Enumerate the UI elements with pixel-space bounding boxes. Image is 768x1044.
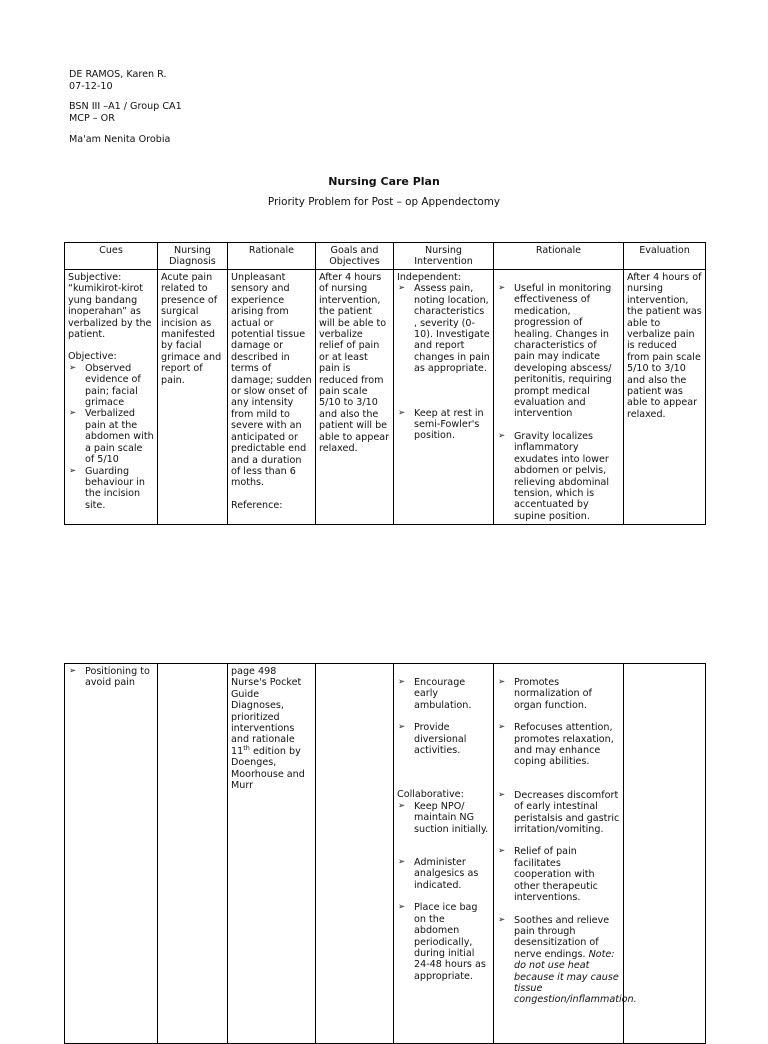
intervention-item: ➢ Administer analgesics as indicated. <box>397 857 490 891</box>
intervention-item: ➢ Provide diversional activities. <box>397 722 490 756</box>
care-plan-table <box>64 242 706 525</box>
instructor: Ma'am Nenita Orobia <box>69 134 171 145</box>
intervention-rationale <box>497 914 637 1006</box>
diagnosis-cell: Acute pain related to presence of surgical incision as manifested by facial grimace and report of pain. <box>158 270 228 525</box>
rationale-cell <box>228 270 316 525</box>
page-title: Nursing Care Plan <box>328 175 440 188</box>
subjective-text: “kumikirot-kirot yung bandang inoperahan” as verbalized by the patient. <box>68 283 152 341</box>
reference-text: page 498 Nurse's Pocket Guide Diagnoses, prioritized interventions and rationale 11 <box>231 666 302 757</box>
collaborative-label: Collaborative: <box>397 789 464 801</box>
intervention-rationale: ➢ Decreases discomfort of early intestinal peristalsis and gastric irritation/vomiting. <box>497 790 620 836</box>
subjective-label: Subjective: <box>68 272 122 283</box>
reference-superscript: th <box>243 743 250 752</box>
intervention-item: ➢ Keep at rest in semi-Fowler's position. <box>397 408 490 442</box>
goals-cell <box>316 664 394 1044</box>
objective-cue: ➢ Positioning to avoid pain <box>68 666 154 689</box>
reference-text-end: edition by Doenges, Moorhouse and Murr <box>231 745 305 792</box>
table-row <box>65 270 706 525</box>
cues-cell <box>65 270 158 525</box>
intervention-rationale: ➢ Relief of pain facilitates cooperation with other therapeutic interventions. <box>497 846 620 903</box>
intervention-rationale: ➢ Gravity localizes inflammatory exudates into lower abdomen or pelvis, relieving abdominal tension, which is accentuated by supine position. <box>497 431 620 522</box>
header-diagnosis: Nursing Diagnosis <box>158 243 228 270</box>
objective-cue: ➢ Guarding behaviour in the incision site. <box>68 466 154 512</box>
evaluation-cell <box>624 664 706 1044</box>
goals-cell: After 4 hours of nursing intervention, the patient will be able to verbalize relief of pain or at least pain is reduced from pain scale 5/10 to 3/10 and also the patient will be able to appear relaxed. <box>316 270 394 525</box>
section: BSN III –A1 / Group CA1 <box>69 101 182 112</box>
objective-cue: ➢ Verbalized pain at the abdomen with a pain scale of 5/10 <box>68 408 154 465</box>
intervention-item: ➢ Place ice bag on the abdomen periodically, during initial 24-48 hours as appropriate. <box>397 902 490 982</box>
intervention-item: ➢ Keep NPO/ maintain NG suction initially. <box>397 801 490 835</box>
rotation: MCP – OR <box>69 113 115 124</box>
intervention-rationale: ➢ Refocuses attention, promotes relaxation, and may enhance coping abilities. <box>497 722 620 768</box>
rationale-note: Note: do not use heat because it may cause tissue congestion/inflammation. <box>514 948 637 1006</box>
header-goals: Goals and Objectives <box>316 243 394 270</box>
intervention-cell <box>394 664 494 1044</box>
table-header-row <box>65 243 706 270</box>
objective-label: Objective: <box>68 351 117 363</box>
rationale-text: Unpleasant sensory and experience arising from actual or potential tissue damage or described in terms of damage; sudden or slow onset of any intensity from mild to severe with an anticipated or predictable end and a duration of less than 6 moths. <box>231 272 312 489</box>
independent-label: Independent: <box>397 272 462 283</box>
reference-label: Reference: <box>231 499 283 511</box>
diagnosis-cell <box>158 664 228 1044</box>
rationale-2-cell <box>494 664 637 1044</box>
care-plan-table-continued <box>64 663 706 1044</box>
evaluation-cell: After 4 hours of nursing intervention, the patient was able to verbalize pain is reduced from pain scale 5/10 to 3/10 and also the patient was able to appear relaxed. <box>624 270 706 525</box>
date: 07-12-10 <box>69 81 113 92</box>
intervention-item: ➢ Assess pain, noting location, characteristics , severity (0-10). Investigate and report changes in pain as appropriate. <box>397 283 490 374</box>
header-intervention: Nursing Intervention <box>394 243 494 270</box>
page-subtitle: Priority Problem for Post – op Appendectomy <box>267 196 501 208</box>
intervention-item: ➢ Encourage early ambulation. <box>397 677 490 711</box>
table-row <box>65 664 706 1044</box>
reference-cell <box>228 664 316 1044</box>
intervention-rationale: ➢ Useful in monitoring effectiveness of medication, progression of healing. Changes in characteristics of pain may indicate developing abscess/ peritonitis, requiring prompt medical evaluation and intervention <box>497 283 620 420</box>
cues-cell <box>65 664 158 1044</box>
header-cues: Cues <box>65 243 158 270</box>
objective-cue: ➢ Observed evidence of pain; facial grimace <box>68 363 154 409</box>
intervention-cell <box>394 270 494 525</box>
rationale-2-cell <box>494 270 624 525</box>
student-name: DE RAMOS, Karen R. <box>69 69 167 80</box>
header-rationale-2: Rationale <box>494 243 624 270</box>
header-evaluation: Evaluation <box>624 243 706 270</box>
intervention-rationale: ➢ Promotes normalization of organ function. <box>497 677 620 711</box>
rationale-text: Soothes and relieve pain through desensitization of nerve endings. <box>514 914 610 960</box>
header-rationale: Rationale <box>228 243 316 270</box>
